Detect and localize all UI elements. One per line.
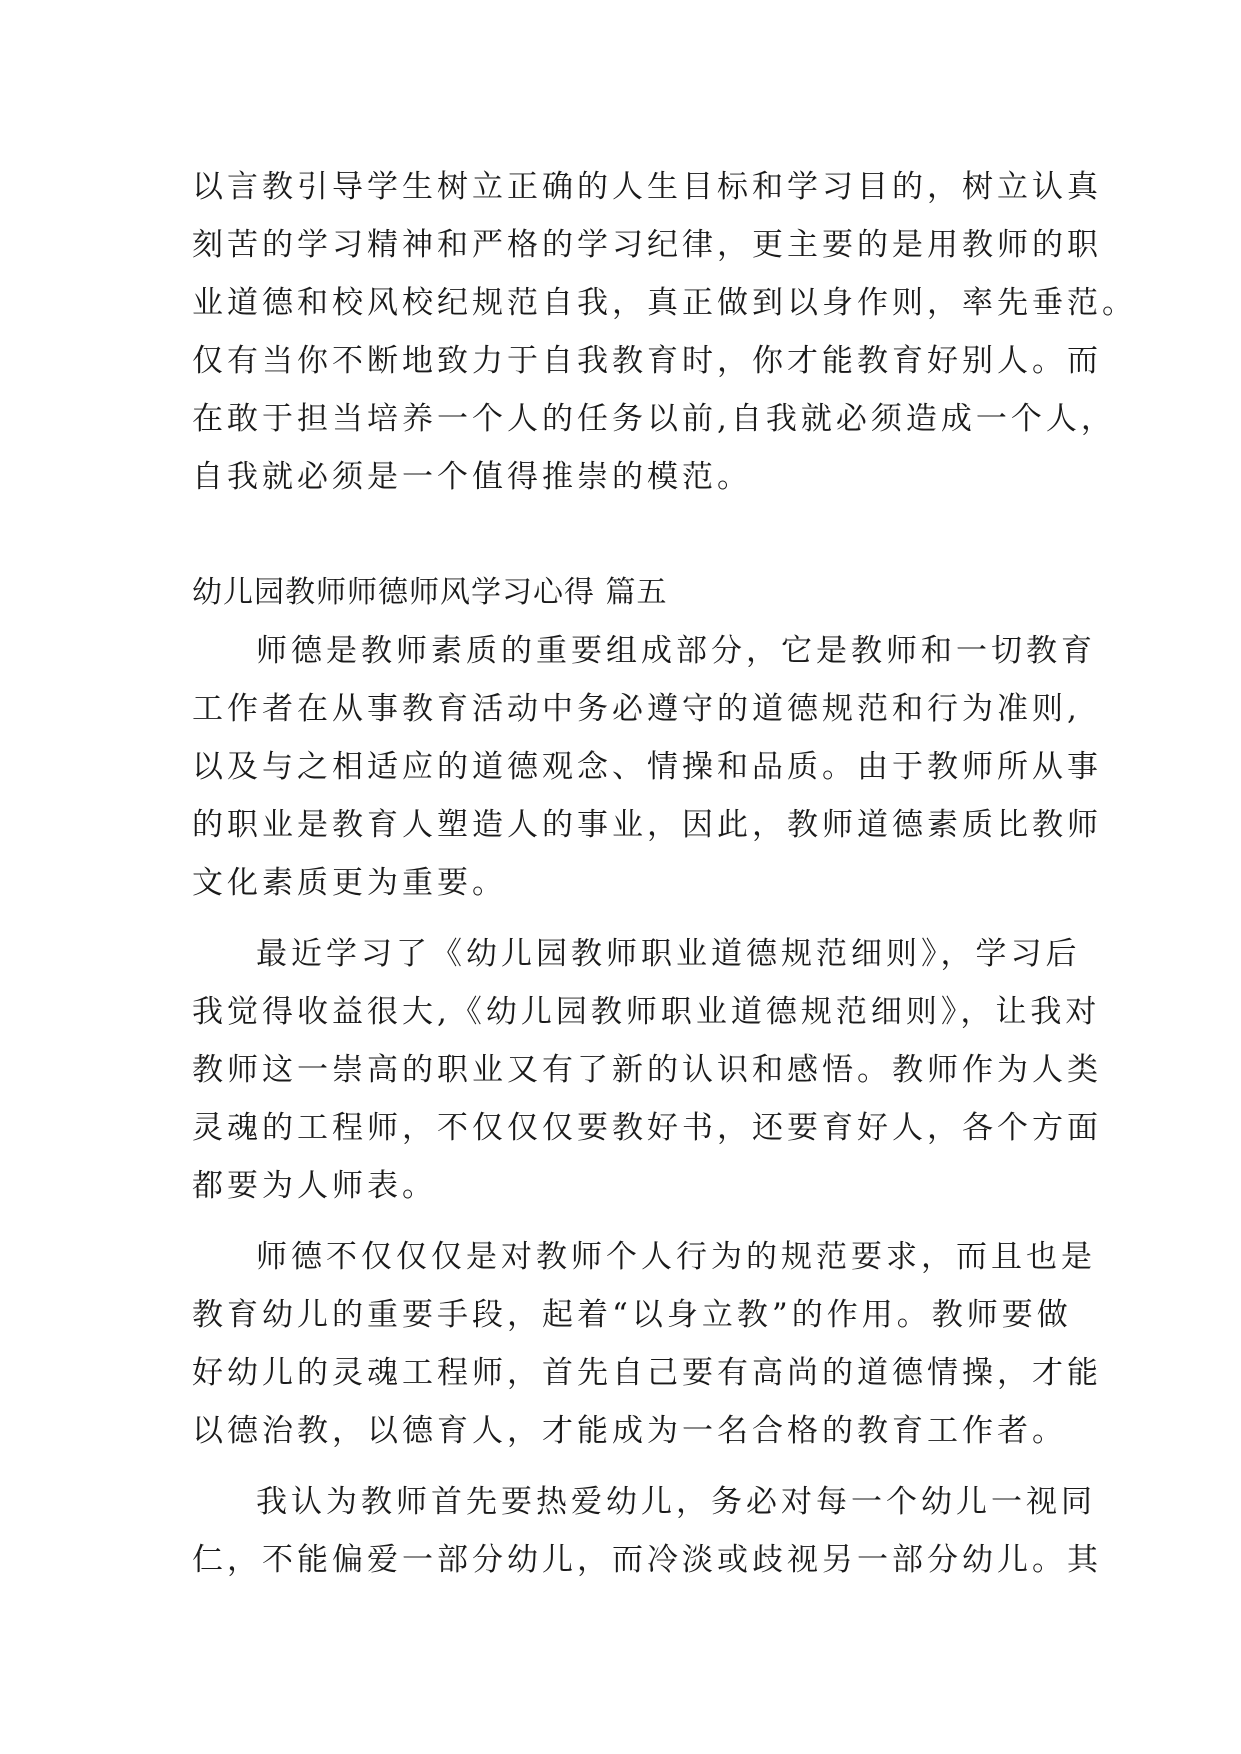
continued-paragraph: [192, 158, 1137, 506]
text-line: 业道德和校风校纪规范自我，真正做到以身作则，率先垂范。: [192, 285, 1137, 321]
paragraph-4: [192, 1473, 1102, 1589]
section-heading: 幼儿园教师师德师风学习心得 篇五: [192, 575, 668, 610]
text-line: 都要为人师表。: [192, 1168, 437, 1204]
text-line: 文化素质更为重要。: [192, 865, 507, 901]
text-line: 教师这一崇高的职业又有了新的认识和感悟。教师作为人类: [192, 1052, 1102, 1088]
text-line: 我觉得收益很大,《幼儿园教师职业道德规范细则》，让我对: [192, 994, 1101, 1030]
text-line: 以及与之相适应的道德观念、情操和品质。由于教师所从事: [192, 749, 1102, 785]
paragraph-2: [192, 925, 1102, 1215]
text-line: 在敢于担当培养一个人的任务以前,自我就必须造成一个人，: [192, 401, 1116, 437]
text-line: 仁，不能偏爱一部分幼儿，而冷淡或歧视另一部分幼儿。其: [192, 1542, 1102, 1578]
text-line: 教育幼儿的重要手段，起着“以身立教”的作用。教师要做: [192, 1297, 1072, 1333]
text-line: 以德治教，以德育人，才能成为一名合格的教育工作者。: [192, 1413, 1067, 1449]
text-line: 灵魂的工程师，不仅仅仅要教好书，还要育好人，各个方面: [192, 1110, 1102, 1146]
text-line: 师德是教师素质的重要组成部分，它是教师和一切教育: [256, 633, 1096, 669]
text-line: 仅有当你不断地致力于自我教育时，你才能教育好别人。而: [192, 343, 1102, 379]
text-line: 刻苦的学习精神和严格的学习纪律，更主要的是用教师的职: [192, 227, 1102, 263]
text-line: 自我就必须是一个值得推崇的模范。: [192, 459, 752, 495]
text-line: 好幼儿的灵魂工程师，首先自己要有高尚的道德情操，才能: [192, 1355, 1102, 1391]
text-line: 我认为教师首先要热爱幼儿，务必对每一个幼儿一视同: [256, 1484, 1096, 1520]
text-line: 的职业是教育人塑造人的事业，因此，教师道德素质比教师: [192, 807, 1102, 843]
paragraph-3: [192, 1228, 1102, 1460]
text-line: 工作者在从事教育活动中务必遵守的道德规范和行为准则,: [192, 691, 1081, 727]
paragraph-1: [192, 622, 1102, 912]
text-line: 最近学习了《幼儿园教师职业道德规范细则》，学习后: [256, 936, 1081, 972]
text-line: 以言教引导学生树立正确的人生目标和学习目的，树立认真: [192, 169, 1102, 205]
text-line: 师德不仅仅仅是对教师个人行为的规范要求，而且也是: [256, 1239, 1096, 1275]
